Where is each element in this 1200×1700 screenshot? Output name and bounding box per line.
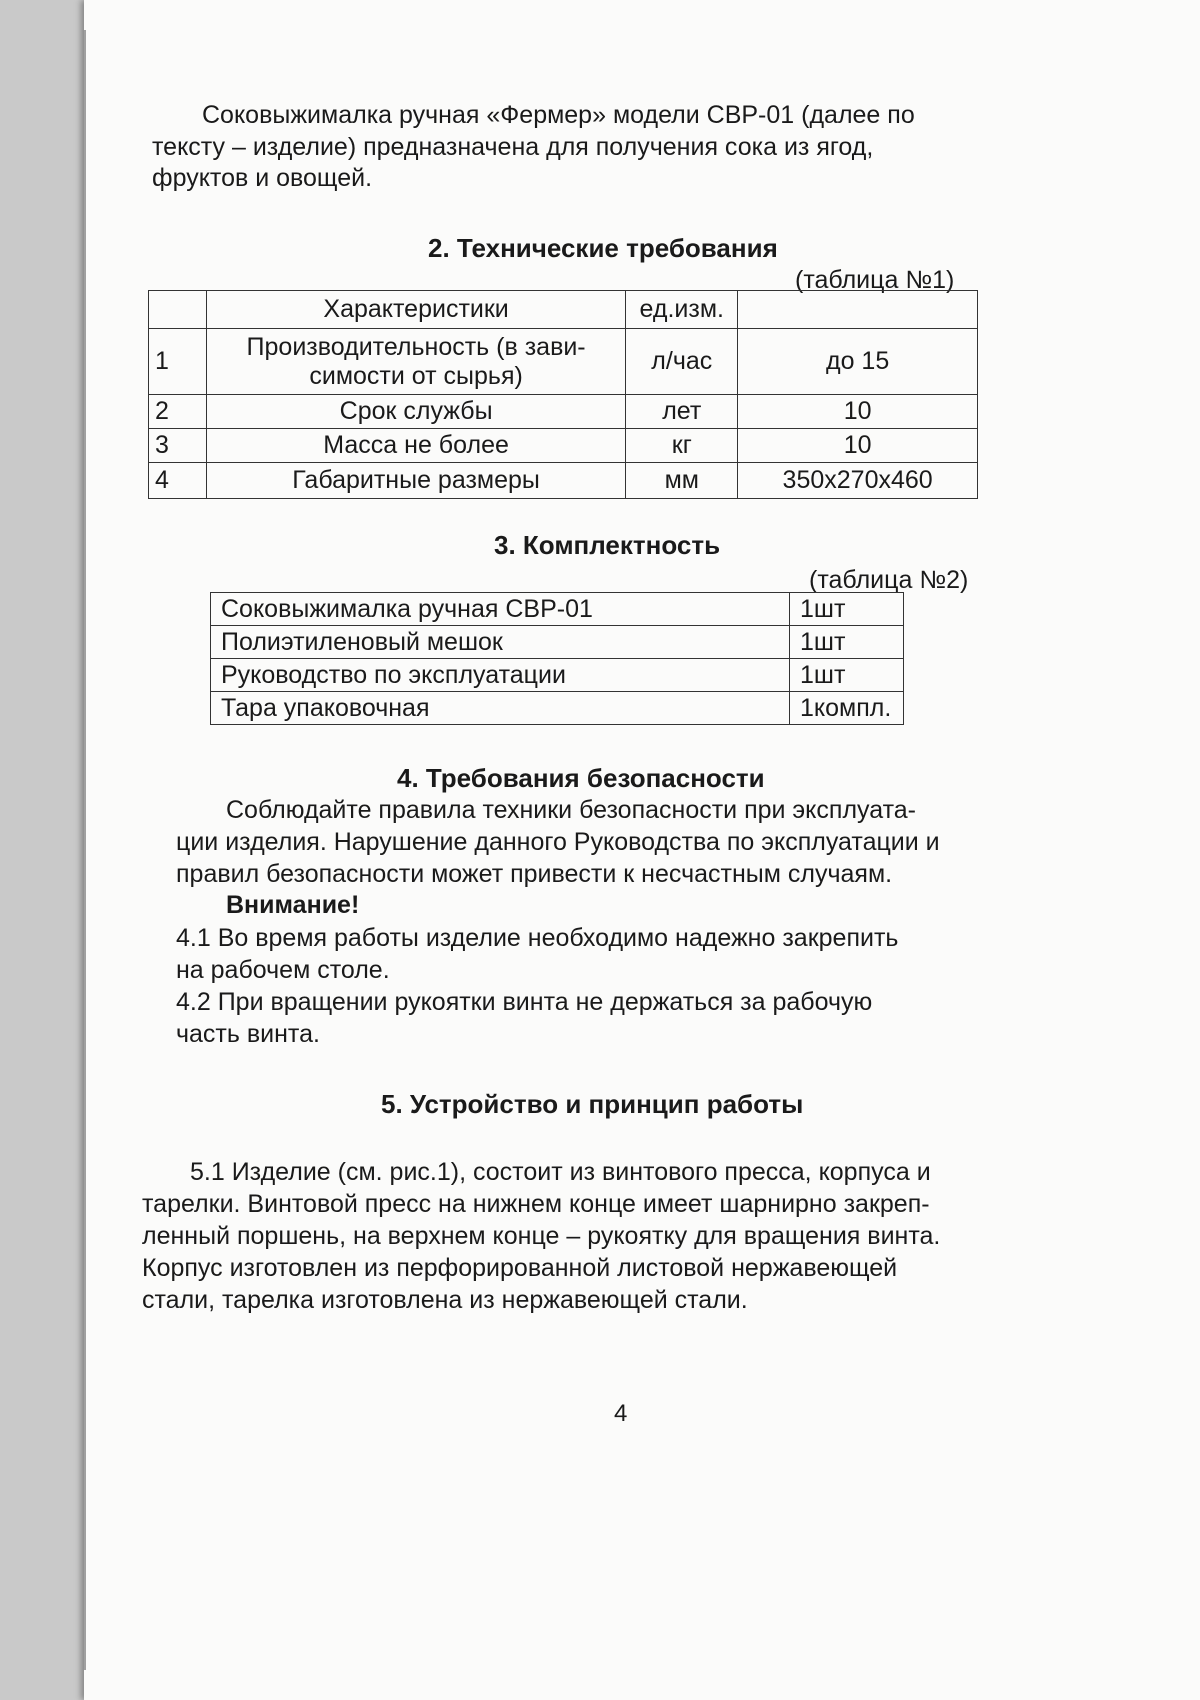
- row-unit: лет: [626, 395, 738, 429]
- section-2-title: 2. Технические требования: [428, 233, 778, 263]
- header-value: [738, 291, 978, 329]
- safety-line-3: правил безопасности может привести к несчастным случаям.: [176, 860, 893, 888]
- row-value: 10: [738, 429, 978, 463]
- device-line-2: тарелки. Винтовой пресс на нижнем конце имеет шарнирно закреп-: [142, 1190, 930, 1218]
- row-value: 350х270х460: [738, 463, 978, 499]
- device-line-4: Корпус изготовлен из перфорированной листовой нержавеющей: [142, 1254, 898, 1282]
- table-row: [149, 395, 978, 429]
- table-row: [149, 463, 978, 499]
- row-name-line: Производительность (в зави-: [246, 332, 586, 361]
- item-qty: 1шт: [790, 659, 904, 692]
- safety-line-2: ции изделия. Нарушение данного Руководства по эксплуатации и: [176, 828, 940, 856]
- row-name: Срок службы: [206, 395, 625, 429]
- table-row: [211, 593, 904, 626]
- header-unit: ед.изм.: [626, 291, 738, 329]
- table-row: [211, 626, 904, 659]
- table-header-row: [149, 291, 978, 329]
- item-name: Руководство по эксплуатации: [211, 659, 790, 692]
- table-1-caption: (таблица №1): [795, 266, 955, 294]
- header-num: [149, 291, 207, 329]
- row-value: до 15: [738, 329, 978, 395]
- intro-line-3: фруктов и овощей.: [152, 164, 373, 192]
- table-row: [211, 659, 904, 692]
- item-qty: 1шт: [790, 626, 904, 659]
- intro-line-1: Соковыжималка ручная «Фермер» модели СВР-01 (далее по: [202, 101, 915, 129]
- row-unit: мм: [626, 463, 738, 499]
- device-line-1: 5.1 Изделие (см. рис.1), состоит из винтового пресса, корпуса и: [190, 1158, 931, 1186]
- safety-item-4-1-line-1: 4.1 Во время работы изделие необходимо надежно закрепить: [176, 924, 899, 952]
- page-edge-shadow: [84, 30, 86, 1670]
- warning-label: Внимание!: [226, 891, 360, 919]
- row-num: 4: [149, 463, 207, 499]
- item-name: Тара упаковочная: [211, 692, 790, 725]
- item-name: Соковыжималка ручная СВР-01: [211, 593, 790, 626]
- row-name-line: симости от сырья): [309, 361, 523, 390]
- item-qty: 1компл.: [790, 692, 904, 725]
- device-line-5: стали, тарелка изготовлена из нержавеющей стали.: [142, 1286, 748, 1314]
- section-4-title: 4. Требования безопасности: [397, 763, 765, 793]
- intro-line-2: тексту – изделие) предназначена для получения сока из ягод,: [152, 133, 874, 161]
- table-2-caption: (таблица №2): [809, 566, 969, 594]
- section-5-title: 5. Устройство и принцип работы: [381, 1089, 804, 1119]
- row-name: [206, 329, 625, 395]
- safety-item-4-2-line-2: часть винта.: [176, 1020, 320, 1048]
- table-row: [149, 429, 978, 463]
- tech-requirements-table: [148, 290, 978, 499]
- row-unit: кг: [626, 429, 738, 463]
- table-row: [149, 329, 978, 395]
- item-qty: 1шт: [790, 593, 904, 626]
- header-characteristics: Характеристики: [206, 291, 625, 329]
- device-line-3: ленный поршень, на верхнем конце – рукоятку для вращения винта.: [142, 1222, 941, 1250]
- row-value: 10: [738, 395, 978, 429]
- row-num: 1: [149, 329, 207, 395]
- row-unit: л/час: [626, 329, 738, 395]
- section-3-title: 3. Комплектность: [494, 530, 721, 560]
- row-num: 3: [149, 429, 207, 463]
- row-num: 2: [149, 395, 207, 429]
- safety-item-4-2-line-1: 4.2 При вращении рукоятки винта не держаться за рабочую: [176, 988, 873, 1016]
- table-row: [211, 692, 904, 725]
- safety-item-4-1-line-2: на рабочем столе.: [176, 956, 390, 984]
- row-name: Масса не более: [206, 429, 625, 463]
- completeness-table: [210, 592, 904, 725]
- safety-line-1: Соблюдайте правила техники безопасности при эксплуата-: [226, 796, 917, 824]
- page-number: 4: [614, 1400, 628, 1427]
- item-name: Полиэтиленовый мешок: [211, 626, 790, 659]
- row-name: Габаритные размеры: [206, 463, 625, 499]
